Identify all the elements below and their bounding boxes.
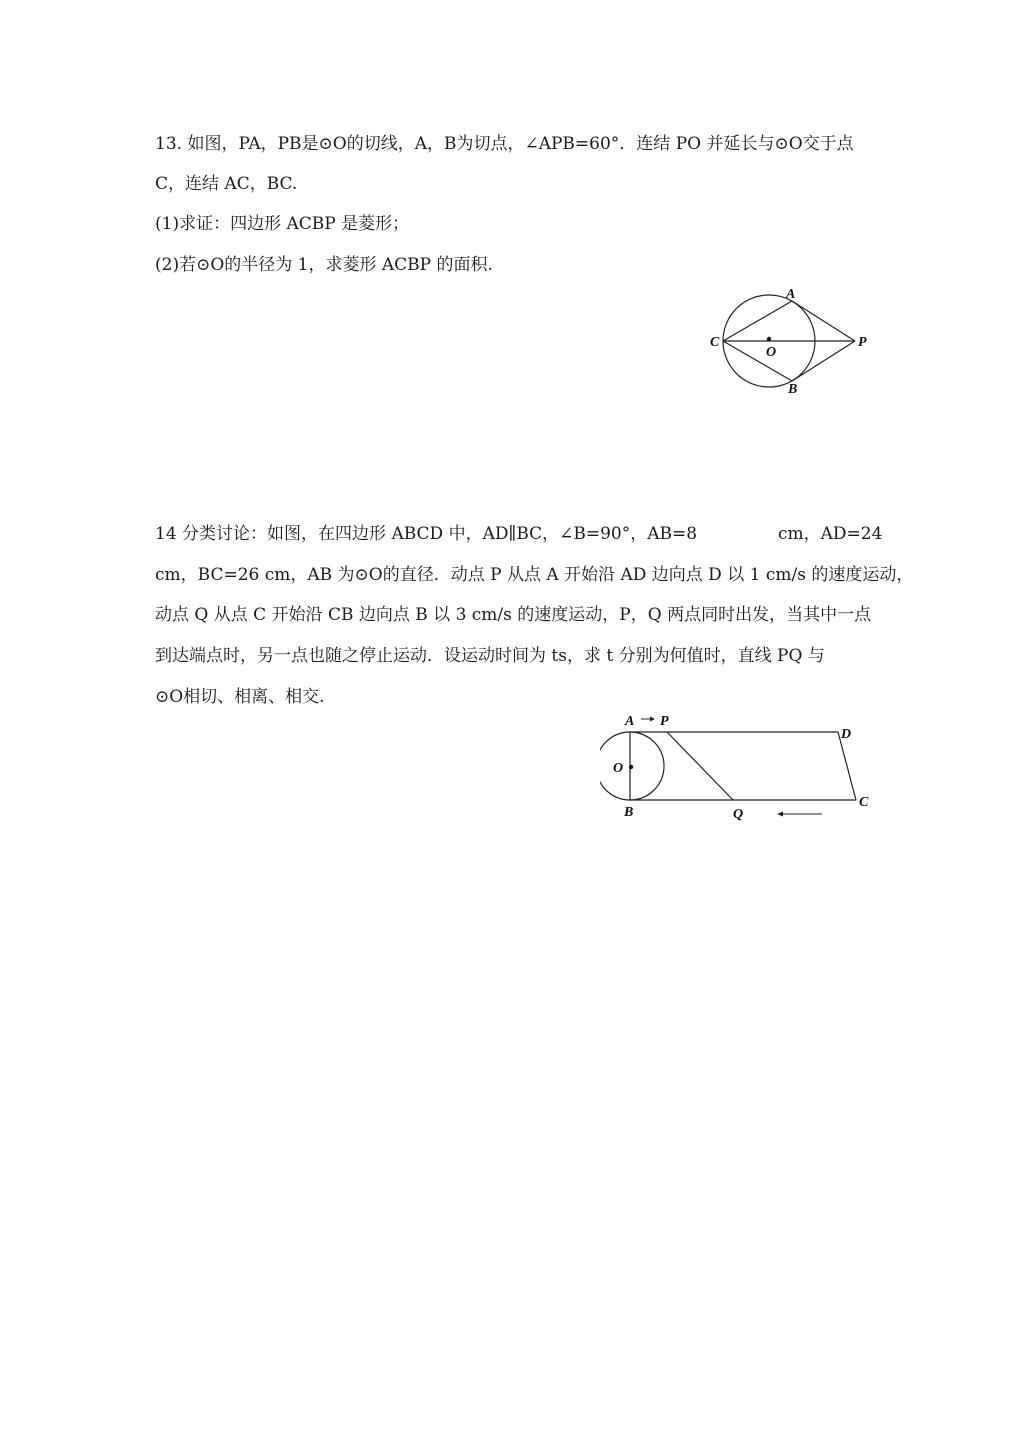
q13-label-b: B [788,382,798,397]
q14-line-1b: cm，AD=24 [778,524,883,544]
q14-line-1a: 14 分类讨论：如图，在四边形 ABCD 中，AD∥BC，∠B=90°，AB=8 [155,524,698,544]
q13-segment-cb [723,341,792,381]
q13-segment-ca [723,301,792,341]
q13-part-2: (2)若⊙O的半径为 1，求菱形 ACBP 的面积. [155,255,493,275]
q14-label-p: P [660,714,669,729]
q14-label-b: B [624,805,634,820]
q14-label-q: Q [733,807,744,822]
q14-label-a: A [625,714,635,729]
q14-label-d: D [841,727,852,742]
q13-figure [700,280,890,400]
q14-line-3: 动点 Q 从点 C 开始沿 CB 边向点 B 以 3 cm/s 的速度运动，P，Q 两点同时出发，当其中一点 [155,605,872,625]
q14-figure [600,710,890,825]
q13-segment-ap [792,301,855,341]
q14-side-dc [838,732,856,800]
q13-segment-bp [792,341,855,381]
q14-label-o: O [613,761,624,776]
q14-arrow-q-icon [777,812,783,817]
q13-part-1: (1)求证：四边形 ACBP 是菱形； [155,214,410,234]
q13-label-o: O [766,345,777,360]
q14-center-dot [629,765,633,769]
q14-segment-pq [667,732,733,800]
q14-line-2: cm，BC=26 cm，AB 为⊙O的直径．动点 P 从点 A 开始沿 AD 边向点 D 以 1 cm/s 的速度运动， [155,565,914,585]
q14-line-5: ⊙O相切、相离、相交. [155,687,325,707]
q13-line-1: 13. 如图，PA，PB是⊙O的切线，A，B为切点，∠APB=60°．连结 PO 并延长与⊙O交于点 [155,134,854,154]
q13-label-a: A [786,287,796,302]
q13-label-c: C [710,335,720,350]
q14-line-4: 到达端点时，另一点也随之停止运动．设运动时间为 ts，求 t 分别为何值时，直线 PQ 与 [155,646,825,666]
q13-center-dot [767,337,771,341]
q14-arrow-p-icon [650,717,655,722]
q13-line-2: C，连结 AC，BC. [155,174,298,194]
q13-label-p: P [858,335,867,350]
q14-label-c: C [859,795,869,810]
